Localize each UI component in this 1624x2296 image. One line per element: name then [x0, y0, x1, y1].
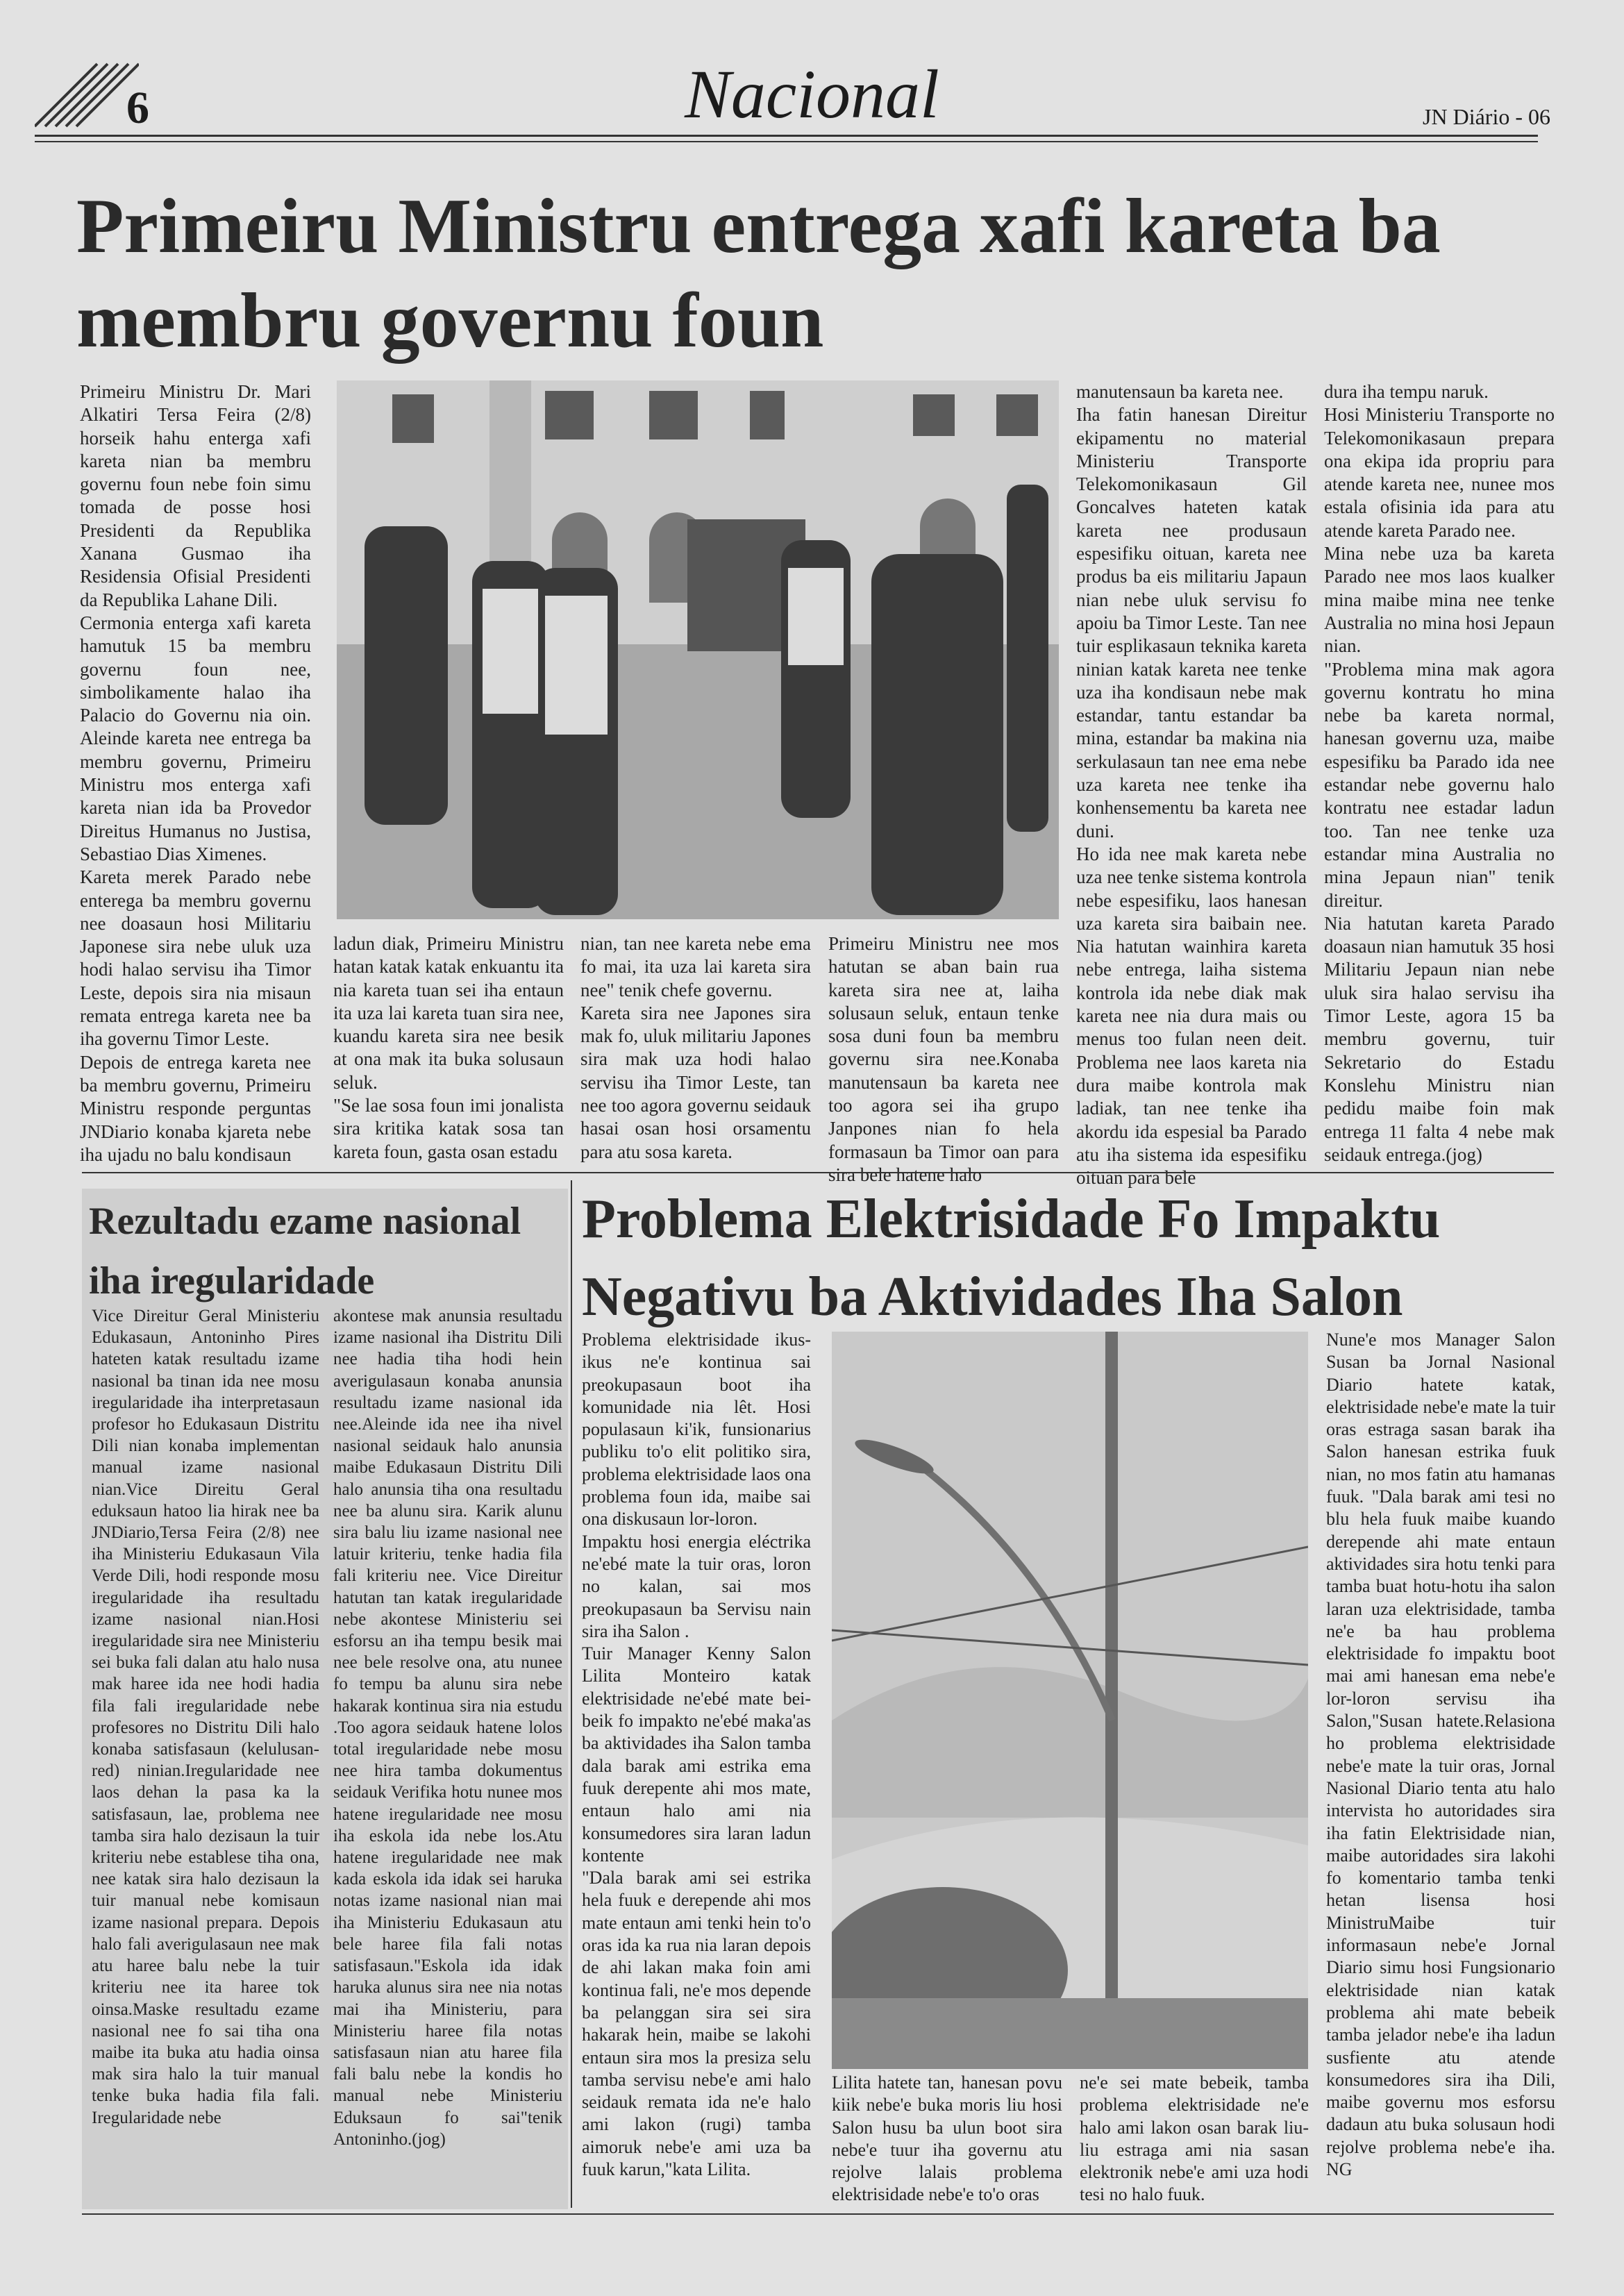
- article1-column-2: ladun diak, Primeiru Ministru hatan katak katak enkuantu ita nia kareta tuan sei iha entaun ita uza lai kareta tuan sira nee, kuandu kareta sira nee besik at ona mak ita buka solusaun seluk. "Se lae sosa foun imi jonalista sira kritika katak sosa tan kareta foun, gasta osan estadu: [333, 933, 564, 1162]
- article1-column-4: Primeiru Ministru nee mos hatutan se aban bain rua kareta sira nee at, laiha solusaun seluk, entaun tenke sosa duni foun ba membru governu sira nee.Konaba manutensaun ba kareta nee too agora sei iha grupo Janpones nian fo hela formasaun ba Timor oan para sira bele hatene halo: [828, 933, 1059, 1185]
- header-rule-thin: [35, 141, 1538, 142]
- article2-column-1: Vice Direitur Geral Ministeriu Edukasaun, Antoninho Pires hateten katak resultadu izame nasional ba tinan ida nee mosu iregularidade iha interpretasaun profesor ho Edukasaun Distritu Dili nian konaba implementan manual izame nasional nian.Vice Direitu Geral eduksaun hatoo lia hirak nee ba JNDiario,Tersa Feira (2/8) nee iha Ministeriu Edukasaun Vila Verde Dili, hodi responde mosu iregularidade iha resultadu izame nasional nian.Hosi iregularidade sira nee Ministeriu sei buka fali dalan atu halo nusa mak haree ida nee hodi hadia fila fali iregularidade nebe profesores no Distritu Dili halo konaba satisfasaun (kelulusan-red) ninian.Iregularidade nee laos dehan la pasa ka la satisfasaun, lae, problema nee tamba sira halo dezisaun la tuir kriteriu nebe establese tiha ona, nee katak sira halo dezisaun la tuir manual nebe komisaun izame nasional prepara. Depois halo fali averigulasaun nee mak atu haree balu nebe la tuir kriteriu nee ita haree tok oinsa.Maske resultadu ezame nasional nee fo sai tiha ona maibe ita buka atu hadia oinsa mak sira halo la tuir manual tenke buka hadia fila fali. Iregularidade nebe: [92, 1307, 319, 2127]
- article1-photo: [337, 380, 1059, 919]
- page-bottom-rule: [82, 2213, 1554, 2215]
- article3-column-1: Problema elektrisidade ikus-ikus ne'e kontinua sai preokupasaun boot iha komunidade nia lêt. Hosi populasaun ki'ik, funsionarius publiku to'o elit politiko sira, problema elektrisidade laos ona problema foun ida, maibe sai ona diskusaun lor-loron. Impaktu hosi energia eléctrika ne'ebé mate la tuir oras, loron no kalan, sai mos preokupasaun ba Servisu nain sira iha Salon . Tuir Manager Kenny Salon Lilita Monteiro katak elektrisidade ne'ebé mate bei-beik fo impakto ne'ebé maka'as ba aktividades iha Salon tamba dala barak ami estrika ema fuuk derepente ahi mos mate, entaun halo ami nia konsumedores sira laran ladun kontente "Dala barak ami sei estrika hela fuuk e derepende ahi mos mate entaun ami tenki hein to'o oras ida ka rua nia laran depois de ahi lakan maka foin ami kontinua fali, ne'e mos depende ba pelanggan sira sei sira hakarak hein, maibe se lakohi entaun sira mos la presiza selu tamba servisu nebe'e ami halo seidauk remata ida ne'e halo ami lakon (rugi) tamba aimoruk nebe'e ami uza ba fuuk karun,"kata Lilita.: [582, 1330, 811, 2179]
- article1-column-1: Primeiru Ministru Dr. Mari Alkatiri Tersa Feira (2/8) horseik hahu enterga xafi kareta nian ba membru governu foun nebe foin simu tomada de posse hosi Presidenti da Republika Xanana Gusmao iha Residensia Ofisial Presidenti da Republika Lahane Dili. Cermonia enterga xafi kareta hamutuk 15 ba membru governu foun nee, simbolikamente halao iha Palacio do Governu nia oin. Aleinde kareta nee entrega ba membru governu, Primeiru Ministru mos enterga xafi kareta nian ida ba Provedor Direitus Humanus no Justisa, Sebastiao Dias Ximenes. Kareta merek Parado nebe enterega ba membru governu nee doasaun hosi Militariu Japonese sira nebe uluk uza hodi halao servisu iha Timor Leste, depois sira nia misaun remata entrega kareta nee ba iha governu Timor Leste. Depois de entrega kareta nee ba membru governu, Primeiru Ministru responde perguntas JNDiario konaba kjareta nebe iha ujadu no balu kondisaun: [80, 381, 311, 1165]
- street-lamp-photo-image: [832, 1332, 1308, 2069]
- article2-headline: Rezultadu ezame nasional iha iregularidade: [89, 1200, 521, 1302]
- article1-column-3: nian, tan nee kareta nebe ema fo mai, ita uza lai kareta sira nee" tenik chefe governu. Kareta sira nee Japones sira mak fo, uluk militariu Japones sira mak uza hodi halao servisu iha Timor Leste, tan nee too agora governu seidauk hasai osan hosi orsamentu para atu sosa kareta.: [580, 933, 811, 1162]
- article3-headline: Problema Elektrisidade Fo Impaktu Negativu ba Aktividades Iha Salon: [582, 1189, 1441, 1327]
- article3-caption-column-1: Lilita hatete tan, hanesan povu kiik nebe'e buka moris liu hosi Salon husu ba ulun boot sira nebe'e tuur iha governu atu rejolve lalais problema elektrisidade nebe'e to'o oras: [832, 2072, 1062, 2205]
- article1-column-6: dura iha tempu naruk. Hosi Ministeriu Transporte no Telekomonikasaun prepara ona ekipa ida propriu para atende kareta nee, nunee mos estala ofisinia ida para atu atende kareta Parado nee. Mina nebe uza ba kareta Parado nee mos laos kualker mina maibe mina nee tenke Australia no mina hosi Jepaun nian. "Problema mina mak agora governu kontratu ho mina nebe ba kareta normal, hanesan governu uza, maibe espesifiku ba Parado ida nee estandar nebe governu halo kontratu nee estadar ladun too. Tan nee tenke uza estandar mina Australia no mina Jepaun nian" tenik direitur. Nia hatutan kareta Parado doasaun nian hamutuk 35 hosi Militariu Jepaun nian nebe uluk sira halao servisu iha Timor Leste, agora 15 ba membru governu, tuir Sekretario do Estadu Konslehu Ministru nian pedidu maibe foin mak entrega 11 falta 4 nebe mak seidauk entrega.(jog): [1324, 381, 1555, 1165]
- ceremony-photo-image: [337, 380, 1059, 919]
- section-divider: [82, 1172, 1554, 1173]
- article3-photo: [832, 1332, 1308, 2069]
- article1-column-5: manutensaun ba kareta nee. Iha fatin hanesan Direitur ekipamentu no material Ministeriu Transporte Telekomonikasaun Gil Goncalves hateten katak kareta nee produsaun espesifiku oituan, kareta nee produs ba eis militariu Japaun nian nebe uluk servisu fo apoiu ba Timor Leste. Tan nee tuir esplikasaun teknika kareta ninian katak kareta nee tenke uza iha kondisaun nebe mak estandar, tantu estandar ba mina, estandar ba makina nia serkulasaun tan nee ema nebe uza kareta nee tenke iha konhensementu ba kareta nee duni. Ho ida nee mak kareta nebe uza nee tenke sistema kontrola nebe espesifiku, laos hanesan uza kareta sira baibain nee. Nia hatutan wainhira kareta nebe entrega, laiha sistema kontrola ida nebe diak mak kareta nee nia dura mais ou menus too fulan neen deit. Problema nee laos kareta nia dura maibe kontrola mak ladiak, tan nee tenke iha akordu ida espesial ba Parado atu iha sistema ida espesifiku oituan para bele: [1076, 381, 1307, 1189]
- header-rule: [35, 135, 1538, 137]
- page-number: 6: [126, 83, 149, 133]
- section-title: Nacional: [685, 56, 939, 133]
- article1-headline: Primeiru Ministru entrega xafi kareta ba membru governu foun: [76, 183, 1441, 364]
- column-divider: [571, 1180, 572, 2208]
- article3-column-3: Nune'e mos Manager Salon Susan ba Jornal Nasional Diario hatete katak, elektrisidade nebe'e mate la tuir oras estraga sasan barak iha Salon hanesan estrika fuuk nian, no mos fatin atu hamanas fuuk. "Dala barak ami tesi no blu hela fuuk maibe kuando derepende ahi mate entaun aktividades sira hotu tenki para tamba buat hotu-hotu iha salon laran uza elektrisidade, tamba ne'e ba hau problema elektrisidade fo impaktu boot mai ami hanesan ema nebe'e lor-loron servisu iha Salon,"Susan hatete.Relasiona ho problema elektrisidade nebe'e mate la tuir oras, Jornal Nasional Diario tenta atu halo intervista ho autoridades sira iha fatin Elektrisidade nian, maibe autoridades sira lakohi fo komentario tamba tenki hetan lisensa hosi MinistruMaibe tuir informasaun nebe'e Jornal Diario simu hosi Fungsionario elektrisidade nian katak problema ahi mate bebeik tamba jelador nebe'e iha ladun susfiente atu atende konsumedores sira iha Dili, maibe governu mos esforsu dadaun atu buka solusaun hodi rejolve problema nebe'e iha. NG: [1326, 1330, 1555, 2179]
- paper-reference: JN Diário - 06: [1423, 104, 1550, 129]
- article2-column-2: akontese mak anunsia resultadu izame nasional iha Distritu Dili nee hadia tiha hodi hein averigulasaun konaba anunsia resultadu izame nasional ida nee.Aleinde ida nee iha nivel nasional seidauk halo anunsia maibe Edukasaun Distritu Dili halo anunsia tiha ona resultadu nee ba alunu sira. Karik alunu sira balu liu izame nasional nee latuir kriteriu, tenke hadia fila fali kriteriu nee. Vice Direitur hatutan tan katak iregularidade nebe akontese Ministeriu sei esforsu an iha tempu besik mai nee bele resolve ona, atu nunee fo tempu ba alunu sira nebe hakarak kontinua sira nia estudu .Too agora seidauk hatene lolos total iregularidade nebe mosu nee hira tamba dokumentus seidauk Verifika hotu nunee mos hatene iregularidade nee mosu iha eskola ida nebe los.Atu hatene iregularidade nee mak kada eskola ida idak sei haruka notas izame nasional nian mai iha Ministeriu Edukasaun atu bele haree fila fali notas satisfasaun."Eskola ida idak haruka alunus sira nee nia notas mai iha Ministeriu, para Ministeriu haree fila notas satisfasaun nian atu haree fila fali balu nebe la kondis ho manual nebe Ministeriu Eduksaun fo sai"tenik Antoninho.(jog): [333, 1307, 562, 2149]
- article3-caption-column-2: ne'e sei mate bebeik, tamba problema elektrisidade ne'e halo ami lakon osan barak liu-liu estraga ami nia sasan elektronik nebe'e ami uza hodi tesi no halo fuuk.: [1080, 2072, 1309, 2205]
